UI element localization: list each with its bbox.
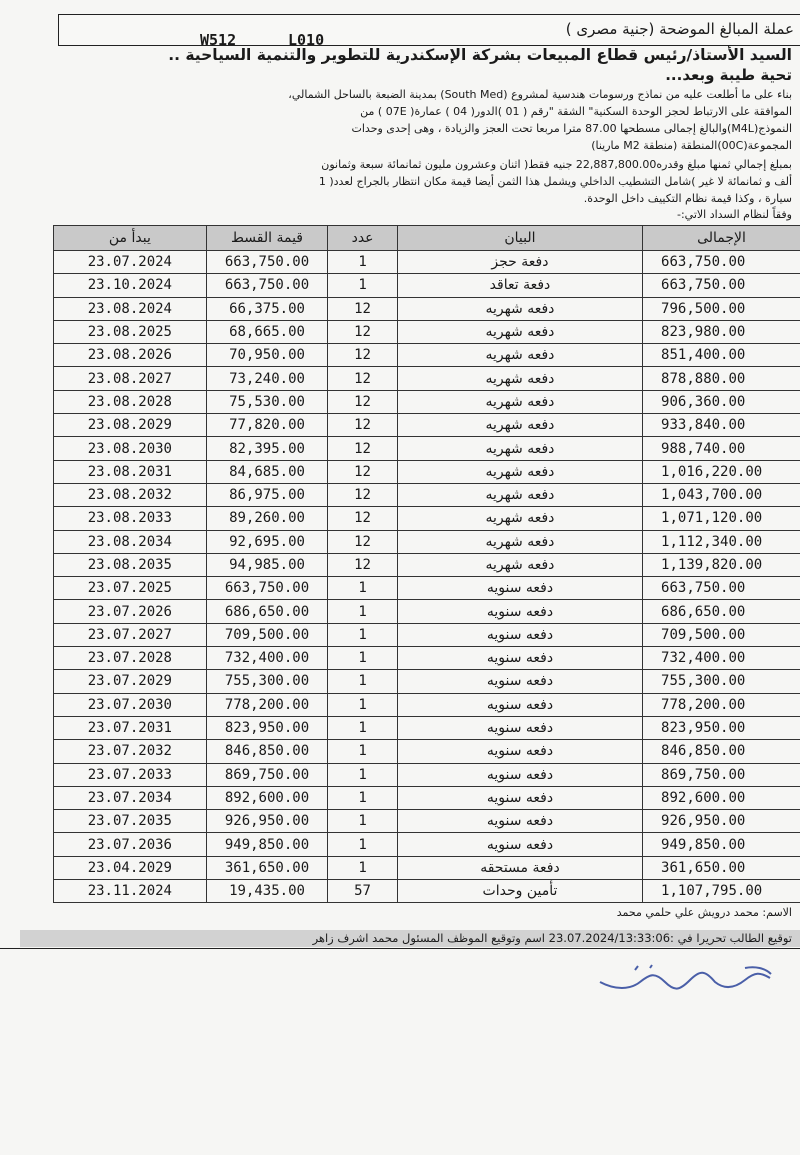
row-description: دفعه سنويه — [397, 740, 642, 763]
row-count: 12 — [328, 460, 398, 483]
row-amount: 823,950.00 — [206, 716, 328, 739]
row-date: 23.08.2030 — [54, 437, 207, 460]
row-date: 23.08.2035 — [54, 553, 207, 576]
table-row — [54, 810, 800, 833]
row-total: 1,016,220.00 — [643, 460, 800, 483]
row-description: دفعه شهريه — [397, 367, 642, 390]
table-row — [54, 297, 800, 320]
row-total: 663,750.00 — [643, 274, 800, 297]
row-amount: 86,975.00 — [206, 483, 328, 506]
row-total: 988,740.00 — [643, 437, 800, 460]
table-row — [54, 320, 800, 343]
payment-schedule-table — [53, 225, 800, 903]
table-row — [54, 344, 800, 367]
header-date: يبدأ من — [54, 226, 207, 251]
row-amount: 73,240.00 — [206, 367, 328, 390]
header-total: الإجمالى — [643, 226, 800, 251]
addressee-line: السيد الأستاذ/رئيس قطاع المبيعات بشركة الإسكندرية للتطوير والتنمية السياحية .. — [168, 46, 792, 64]
table-row — [54, 414, 800, 437]
row-amount: 778,200.00 — [206, 693, 328, 716]
row-amount: 926,950.00 — [206, 810, 328, 833]
table-row — [54, 833, 800, 856]
row-count: 1 — [328, 856, 398, 879]
row-count: 1 — [328, 786, 398, 809]
row-count: 1 — [328, 693, 398, 716]
row-total: 778,200.00 — [643, 693, 800, 716]
row-count: 12 — [328, 320, 398, 343]
row-total: 709,500.00 — [643, 623, 800, 646]
row-count: 1 — [328, 716, 398, 739]
row-date: 23.07.2031 — [54, 716, 207, 739]
table-row — [54, 693, 800, 716]
row-total: 878,880.00 — [643, 367, 800, 390]
row-total: 361,650.00 — [643, 856, 800, 879]
row-description: دفعه شهريه — [397, 297, 642, 320]
row-description: دفعه شهريه — [397, 437, 642, 460]
table-row — [54, 763, 800, 786]
row-amount: 94,985.00 — [206, 553, 328, 576]
row-total: 926,950.00 — [643, 810, 800, 833]
row-count: 1 — [328, 763, 398, 786]
row-count: 1 — [328, 833, 398, 856]
row-description: دفعة مستحقه — [397, 856, 642, 879]
row-description: دفعه شهريه — [397, 460, 642, 483]
table-row — [54, 740, 800, 763]
row-count: 1 — [328, 600, 398, 623]
table-row — [54, 507, 800, 530]
row-description: دفعة حجز — [397, 251, 642, 274]
row-count: 12 — [328, 483, 398, 506]
row-amount: 66,375.00 — [206, 297, 328, 320]
row-total: 949,850.00 — [643, 833, 800, 856]
row-total: 823,950.00 — [643, 716, 800, 739]
table-row — [54, 437, 800, 460]
header-count: عدد — [328, 226, 398, 251]
row-date: 23.07.2036 — [54, 833, 207, 856]
row-description: دفعه شهريه — [397, 507, 642, 530]
row-amount: 19,435.00 — [206, 880, 328, 903]
row-amount: 92,695.00 — [206, 530, 328, 553]
row-date: 23.07.2032 — [54, 740, 207, 763]
row-amount: 70,950.00 — [206, 344, 328, 367]
row-total: 755,300.00 — [643, 670, 800, 693]
row-amount: 846,850.00 — [206, 740, 328, 763]
row-amount: 68,665.00 — [206, 320, 328, 343]
row-count: 12 — [328, 390, 398, 413]
table-row — [54, 530, 800, 553]
row-date: 23.07.2028 — [54, 647, 207, 670]
row-amount: 663,750.00 — [206, 251, 328, 274]
row-count: 12 — [328, 530, 398, 553]
row-amount: 732,400.00 — [206, 647, 328, 670]
row-description: دفعة تعاقد — [397, 274, 642, 297]
row-date: 23.07.2034 — [54, 786, 207, 809]
body-line-3: النموذج(M4L)والبالغ إجمالى مسطحها 87.00 مترا مربعا تحت العجز والزيادة ، وهى إحدى وحدات — [351, 122, 792, 135]
row-date: 23.07.2030 — [54, 693, 207, 716]
row-amount: 892,600.00 — [206, 786, 328, 809]
row-count: 1 — [328, 647, 398, 670]
body-line-6: ألف و ثمانمائة لا غير )شامل التشطيب الداخلي ويشمل هذا الثمن أيضا قيمة مكان انتظار بالجراج لعدد( 1 — [318, 175, 792, 188]
row-description: دفعه سنويه — [397, 833, 642, 856]
row-date: 23.08.2031 — [54, 460, 207, 483]
row-date: 23.07.2027 — [54, 623, 207, 646]
row-description: دفعه سنويه — [397, 647, 642, 670]
table-row — [54, 880, 800, 903]
row-amount: 84,685.00 — [206, 460, 328, 483]
row-description: دفعه سنويه — [397, 716, 642, 739]
row-date: 23.11.2024 — [54, 880, 207, 903]
row-total: 906,360.00 — [643, 390, 800, 413]
row-date: 23.07.2033 — [54, 763, 207, 786]
row-date: 23.10.2024 — [54, 274, 207, 297]
row-description: تأمين وحدات — [397, 880, 642, 903]
row-amount: 949,850.00 — [206, 833, 328, 856]
row-amount: 77,820.00 — [206, 414, 328, 437]
row-amount: 686,650.00 — [206, 600, 328, 623]
table-row — [54, 786, 800, 809]
body-line-2: الموافقة على الارتباط لحجز الوحدة السكنية" الشقة "رقم ( 01 )الدور( 04 ) عمارة( 07E ) من — [360, 105, 792, 118]
row-description: دفعه سنويه — [397, 670, 642, 693]
row-total: 851,400.00 — [643, 344, 800, 367]
row-count: 1 — [328, 577, 398, 600]
row-total: 663,750.00 — [643, 251, 800, 274]
row-total: 1,112,340.00 — [643, 530, 800, 553]
table-row — [54, 251, 800, 274]
table-row — [54, 367, 800, 390]
body-line-1: بناء على ما أطلعت عليه من نماذج ورسومات هندسية لمشروع (South Med) بمدينة الضبعة بالساحل الشمالي، — [288, 88, 792, 101]
table-row — [54, 600, 800, 623]
row-date: 23.08.2028 — [54, 390, 207, 413]
row-total: 823,980.00 — [643, 320, 800, 343]
row-date: 23.07.2024 — [54, 251, 207, 274]
table-row — [54, 856, 800, 879]
row-amount: 869,750.00 — [206, 763, 328, 786]
row-description: دفعه شهريه — [397, 530, 642, 553]
row-count: 1 — [328, 740, 398, 763]
row-count: 1 — [328, 810, 398, 833]
row-amount: 75,530.00 — [206, 390, 328, 413]
row-count: 12 — [328, 367, 398, 390]
row-total: 1,139,820.00 — [643, 553, 800, 576]
row-amount: 89,260.00 — [206, 507, 328, 530]
row-date: 23.08.2033 — [54, 507, 207, 530]
row-description: دفعه شهريه — [397, 414, 642, 437]
row-count: 57 — [328, 880, 398, 903]
row-total: 796,500.00 — [643, 297, 800, 320]
row-date: 23.08.2034 — [54, 530, 207, 553]
row-description: دفعه سنويه — [397, 693, 642, 716]
client-name: الاسم: محمد درويش علي حلمي محمد — [616, 906, 792, 919]
row-total: 686,650.00 — [643, 600, 800, 623]
table-row — [54, 460, 800, 483]
row-description: دفعه شهريه — [397, 320, 642, 343]
row-description: دفعه سنويه — [397, 623, 642, 646]
row-total: 846,850.00 — [643, 740, 800, 763]
row-count: 1 — [328, 623, 398, 646]
row-count: 12 — [328, 414, 398, 437]
code-left: W512 — [200, 31, 237, 49]
row-count: 12 — [328, 297, 398, 320]
row-description: دفعه شهريه — [397, 553, 642, 576]
table-header-row — [54, 226, 800, 251]
table-body — [54, 251, 800, 903]
table-row — [54, 577, 800, 600]
greeting-line: تحية طيبة وبعد... — [665, 66, 792, 84]
row-total: 1,107,795.00 — [643, 880, 800, 903]
row-count: 1 — [328, 670, 398, 693]
row-description: دفعه شهريه — [397, 390, 642, 413]
header-description: البيان — [397, 226, 642, 251]
row-date: 23.08.2032 — [54, 483, 207, 506]
table-row — [54, 483, 800, 506]
body-line-7: سيارة ، وكذا قيمة نظام التكييف داخل الوحدة. — [583, 192, 792, 205]
row-description: دفعه سنويه — [397, 763, 642, 786]
row-count: 12 — [328, 553, 398, 576]
row-amount: 709,500.00 — [206, 623, 328, 646]
row-amount: 755,300.00 — [206, 670, 328, 693]
row-date: 23.08.2026 — [54, 344, 207, 367]
row-date: 23.07.2029 — [54, 670, 207, 693]
row-count: 12 — [328, 437, 398, 460]
row-count: 1 — [328, 274, 398, 297]
code-right: L010 — [288, 31, 325, 49]
row-count: 12 — [328, 507, 398, 530]
header-amount: قيمة القسط — [206, 226, 328, 251]
row-amount: 82,395.00 — [206, 437, 328, 460]
signature-line: توقيع الطالب تحريرا في :23.07.2024/13:33:06 اسم وتوقيع الموظف المسئول محمد اشرف زاهر — [312, 931, 792, 945]
row-date: 23.07.2025 — [54, 577, 207, 600]
row-date: 23.08.2027 — [54, 367, 207, 390]
handwritten-signature — [595, 960, 775, 1000]
row-description: دفعه شهريه — [397, 344, 642, 367]
row-total: 869,750.00 — [643, 763, 800, 786]
row-date: 23.04.2029 — [54, 856, 207, 879]
row-date: 23.07.2026 — [54, 600, 207, 623]
body-line-4: المجموعة(00C)المنطقة (منطقة M2 مارينا) — [591, 139, 792, 152]
row-description: دفعه سنويه — [397, 810, 642, 833]
row-count: 12 — [328, 344, 398, 367]
table-row — [54, 274, 800, 297]
row-date: 23.07.2035 — [54, 810, 207, 833]
table-row — [54, 647, 800, 670]
row-total: 663,750.00 — [643, 577, 800, 600]
row-total: 933,840.00 — [643, 414, 800, 437]
row-date: 23.08.2029 — [54, 414, 207, 437]
table-row — [54, 716, 800, 739]
row-date: 23.08.2025 — [54, 320, 207, 343]
row-description: دفعه سنويه — [397, 577, 642, 600]
row-amount: 361,650.00 — [206, 856, 328, 879]
table-row — [54, 623, 800, 646]
row-description: دفعه سنويه — [397, 786, 642, 809]
row-amount: 663,750.00 — [206, 274, 328, 297]
table-row — [54, 553, 800, 576]
row-total: 892,600.00 — [643, 786, 800, 809]
row-description: دفعه سنويه — [397, 600, 642, 623]
row-total: 732,400.00 — [643, 647, 800, 670]
row-date: 23.08.2024 — [54, 297, 207, 320]
table-row — [54, 670, 800, 693]
body-line-5: بمبلغ إجمالي ثمنها مبلغ وقدره22,887,800.00 جنيه فقط( اثنان وعشرون مليون ثمانمائة سبعة وثمانون — [321, 158, 792, 171]
row-description: دفعه شهريه — [397, 483, 642, 506]
divider — [0, 948, 800, 949]
row-total: 1,043,700.00 — [643, 483, 800, 506]
currency-title: عملة المبالغ الموضحة (جنية مصرى ) — [565, 20, 794, 38]
body-line-8: وفقاً لنظام السداد الاتي:- — [676, 208, 792, 221]
row-count: 1 — [328, 251, 398, 274]
row-amount: 663,750.00 — [206, 577, 328, 600]
row-total: 1,071,120.00 — [643, 507, 800, 530]
table-row — [54, 390, 800, 413]
